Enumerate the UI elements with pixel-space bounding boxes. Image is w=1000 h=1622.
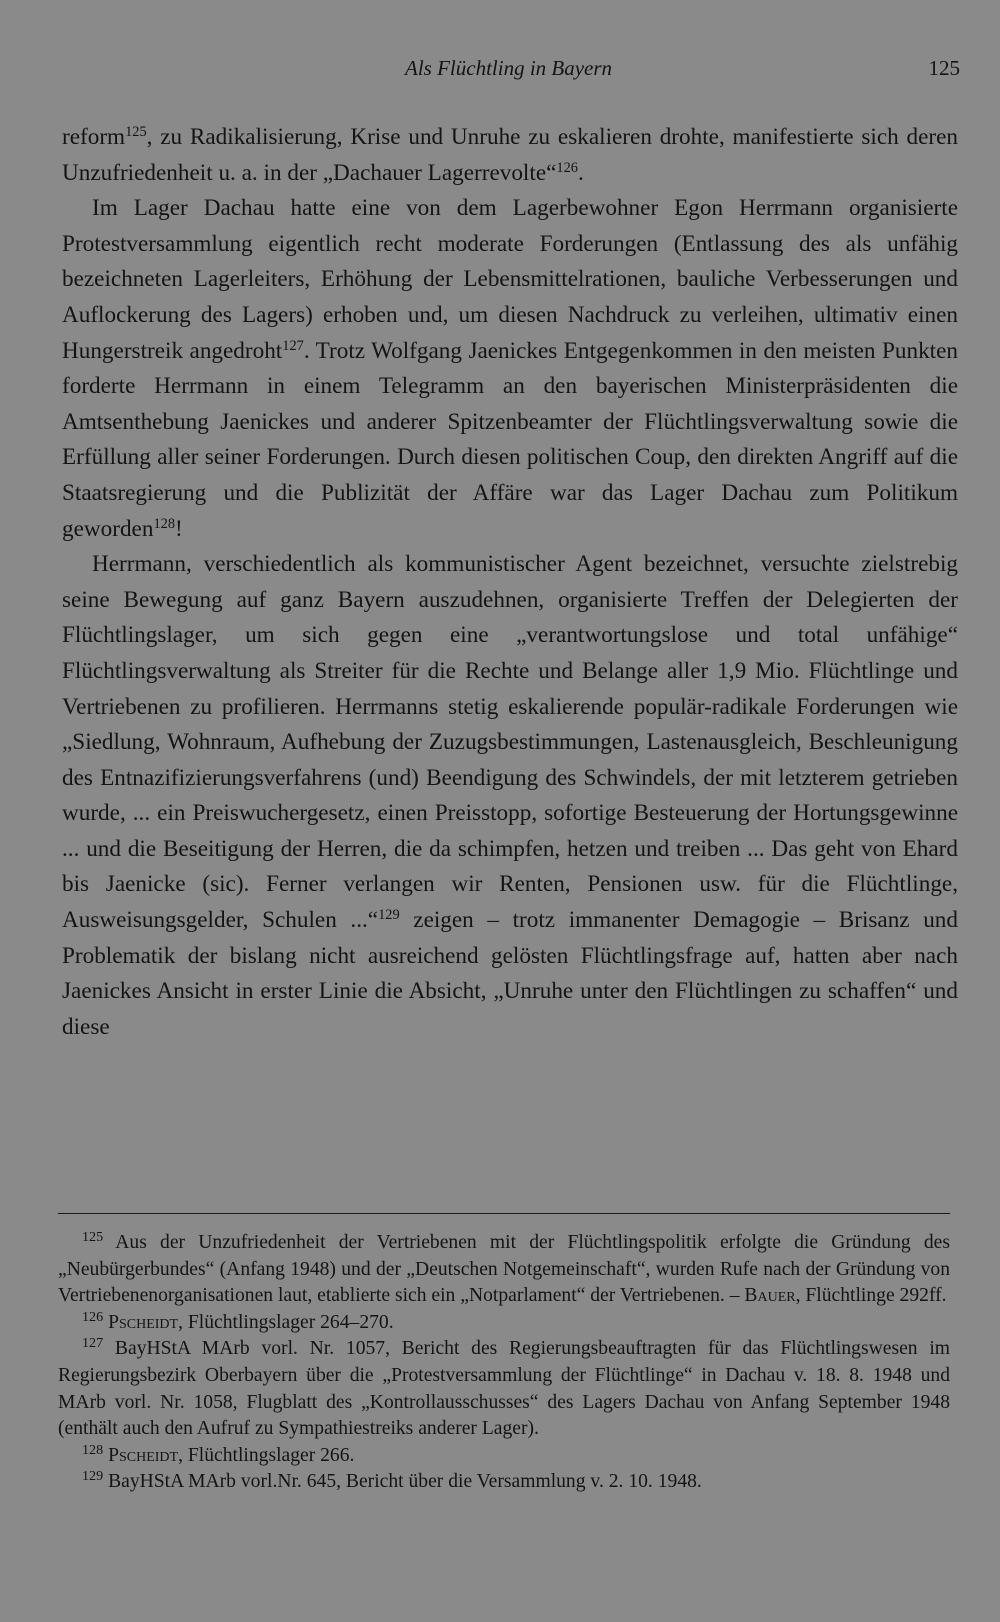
main-text	[62, 120, 958, 1045]
footnote-separator	[58, 1213, 950, 1214]
footnote-number: 125	[82, 1228, 104, 1245]
footnote-128	[58, 1443, 950, 1470]
paragraph-1	[62, 120, 958, 191]
footnote-number: 129	[82, 1468, 104, 1485]
footnote-text: BayHStA MArb vorl. Nr. 1057, Bericht des Regierungsbeauftragten für das Flüchtlingswesen im Regierungsbezirk Oberbayern über die „Protestversammlung der Flüchtlinge“ in Dachau v. 18. 8. 1948 und MArb vorl. Nr. 1058, Flugblatt des „Kontrollausschusses“ des Lagers Dachau von Anfang September 1948 (enthält auch den Aufruf zu Sympathiestreiks anderer Lager).	[58, 1338, 950, 1440]
running-head	[62, 56, 960, 86]
page-number: 125	[928, 56, 960, 80]
footnote-number: 127	[82, 1335, 104, 1352]
text-run: reform	[62, 124, 126, 150]
text-run: Im Lager Dachau hatte eine von dem Lagerbewohner Egon Herrmann organisierte Protestversammlung eigentlich recht moderate Forderungen (Entlassung des als unfähig bezeichneten Lagerleiters, Erhöhung der Lebensmittelrationen, bauliche Verbesserungen und Auflockerung des Lagers) erhoben und, um diesen Nachdruck zu verleihen, ultimativ einen Hungerstreik angedroht	[62, 195, 958, 364]
paragraph-3	[62, 547, 958, 1045]
footnote-text: , Flüchtlingslager 264–270.	[178, 1311, 394, 1333]
text-run: zeigen – trotz immanenter Demagogie – Brisanz und Problematik der bislang nicht ausreichend gelösten Flüchtlingsfrage auf, hatten aber nach Jaenickes Ansicht in erster Linie die Absicht, „Unruhe unter den Flüchtlingen zu schaffen“ und diese	[62, 907, 958, 1040]
footnote-ref-128: 128	[153, 515, 175, 532]
footnote-text: , Flüchtlingslager 266.	[178, 1444, 355, 1466]
author-name: Pscheidt	[108, 1444, 179, 1466]
footnote-125	[58, 1230, 950, 1310]
author-name: Pscheidt	[108, 1311, 179, 1333]
footnote-ref-126: 126	[556, 159, 578, 176]
text-run: , zu Radikalisierung, Krise und Unruhe zu eskalieren drohte, manifestierte sich deren Unzufriedenheit u. a. in der „Dachauer Lagerrevolte“	[62, 124, 958, 186]
footnote-ref-127: 127	[282, 337, 304, 354]
text-run: .	[577, 159, 584, 186]
footnote-ref-129: 129	[378, 907, 400, 924]
footnote-text: BayHStA MArb vorl.Nr. 645, Bericht über die Versammlung v. 2. 10. 1948.	[103, 1471, 702, 1493]
author-name: Bauer	[744, 1285, 796, 1307]
footnote-127	[58, 1336, 950, 1442]
footnote-126	[58, 1310, 950, 1337]
footnote-number: 128	[82, 1441, 104, 1458]
text-run: Herrmann, verschiedentlich als kommunistischer Agent bezeichnet, versuchte zielstrebig seine Bewegung auf ganz Bayern auszudehnen, organisierte Treffen der Delegierten der Flüchtlingslager, um sich gegen eine „verantwortungslose und total unfähige“ Flüchtlingsverwaltung als Streiter für die Rechte und Belange aller 1,9 Mio. Flüchtlinge und Vertriebenen zu profilieren. Herrmanns stetig eskalierende populär-radikale Forderungen wie „Siedlung, Wohnraum, Aufhebung der Zuzugsbestimmungen, Lastenausgleich, Beschleunigung des Entnazifizierungsverfahrens (und) Beendigung des Schwindels, der mit letzterem getrieben wurde, ... ein Preiswuchergesetz, einen Preisstopp, sofortige Besteuerung der Hortungsgewinne ... und die Beseitigung der Herren, die da schimpfen, hetzen und treiben ... Das geht von Ehard bis Jaenicke (sic). Ferner verlangen wir Renten, Pensionen usw. für die Flüchtlinge, Ausweisungsgelder, Schulen ...“	[62, 551, 958, 934]
paragraph-2	[62, 191, 958, 547]
running-head-title: Als Flüchtling in Bayern	[405, 56, 613, 80]
footnote-129	[58, 1469, 950, 1496]
footnote-number: 126	[82, 1308, 104, 1325]
footnote-text: , Flüchtlinge 292ff.	[795, 1285, 947, 1307]
footnote-ref-125: 125	[125, 124, 147, 141]
footnotes	[58, 1230, 950, 1496]
text-run: . Trotz Wolfgang Jaenickes Entgegenkommen in den meisten Punkten forderte Herrmann in einem Telegramm an den bayerischen Ministerpräsidenten die Amtsenthebung Jaenickes und anderer Spitzenbeamter der Flüchtlingsverwaltung sowie die Erfüllung aller seiner Forderungen. Durch diesen politischen Coup, den direkten Angriff auf die Staatsregierung und die Publizität der Affäre war das Lager Dachau zum Politikum geworden	[62, 337, 958, 542]
text-run: !	[175, 515, 183, 542]
footnote-text: Aus der Unzufriedenheit der Vertriebenen mit der Flüchtlingspolitik erfolgte die Gründung des „Neubürgerbundes“ (Anfang 1948) und der „Deutschen Notgemeinschaft“, wurden Rufe nach der Gründung von Vertriebenenorganisationen laut, etablierte sich ein „Notparlament“ der Vertriebenen. –	[58, 1232, 950, 1307]
